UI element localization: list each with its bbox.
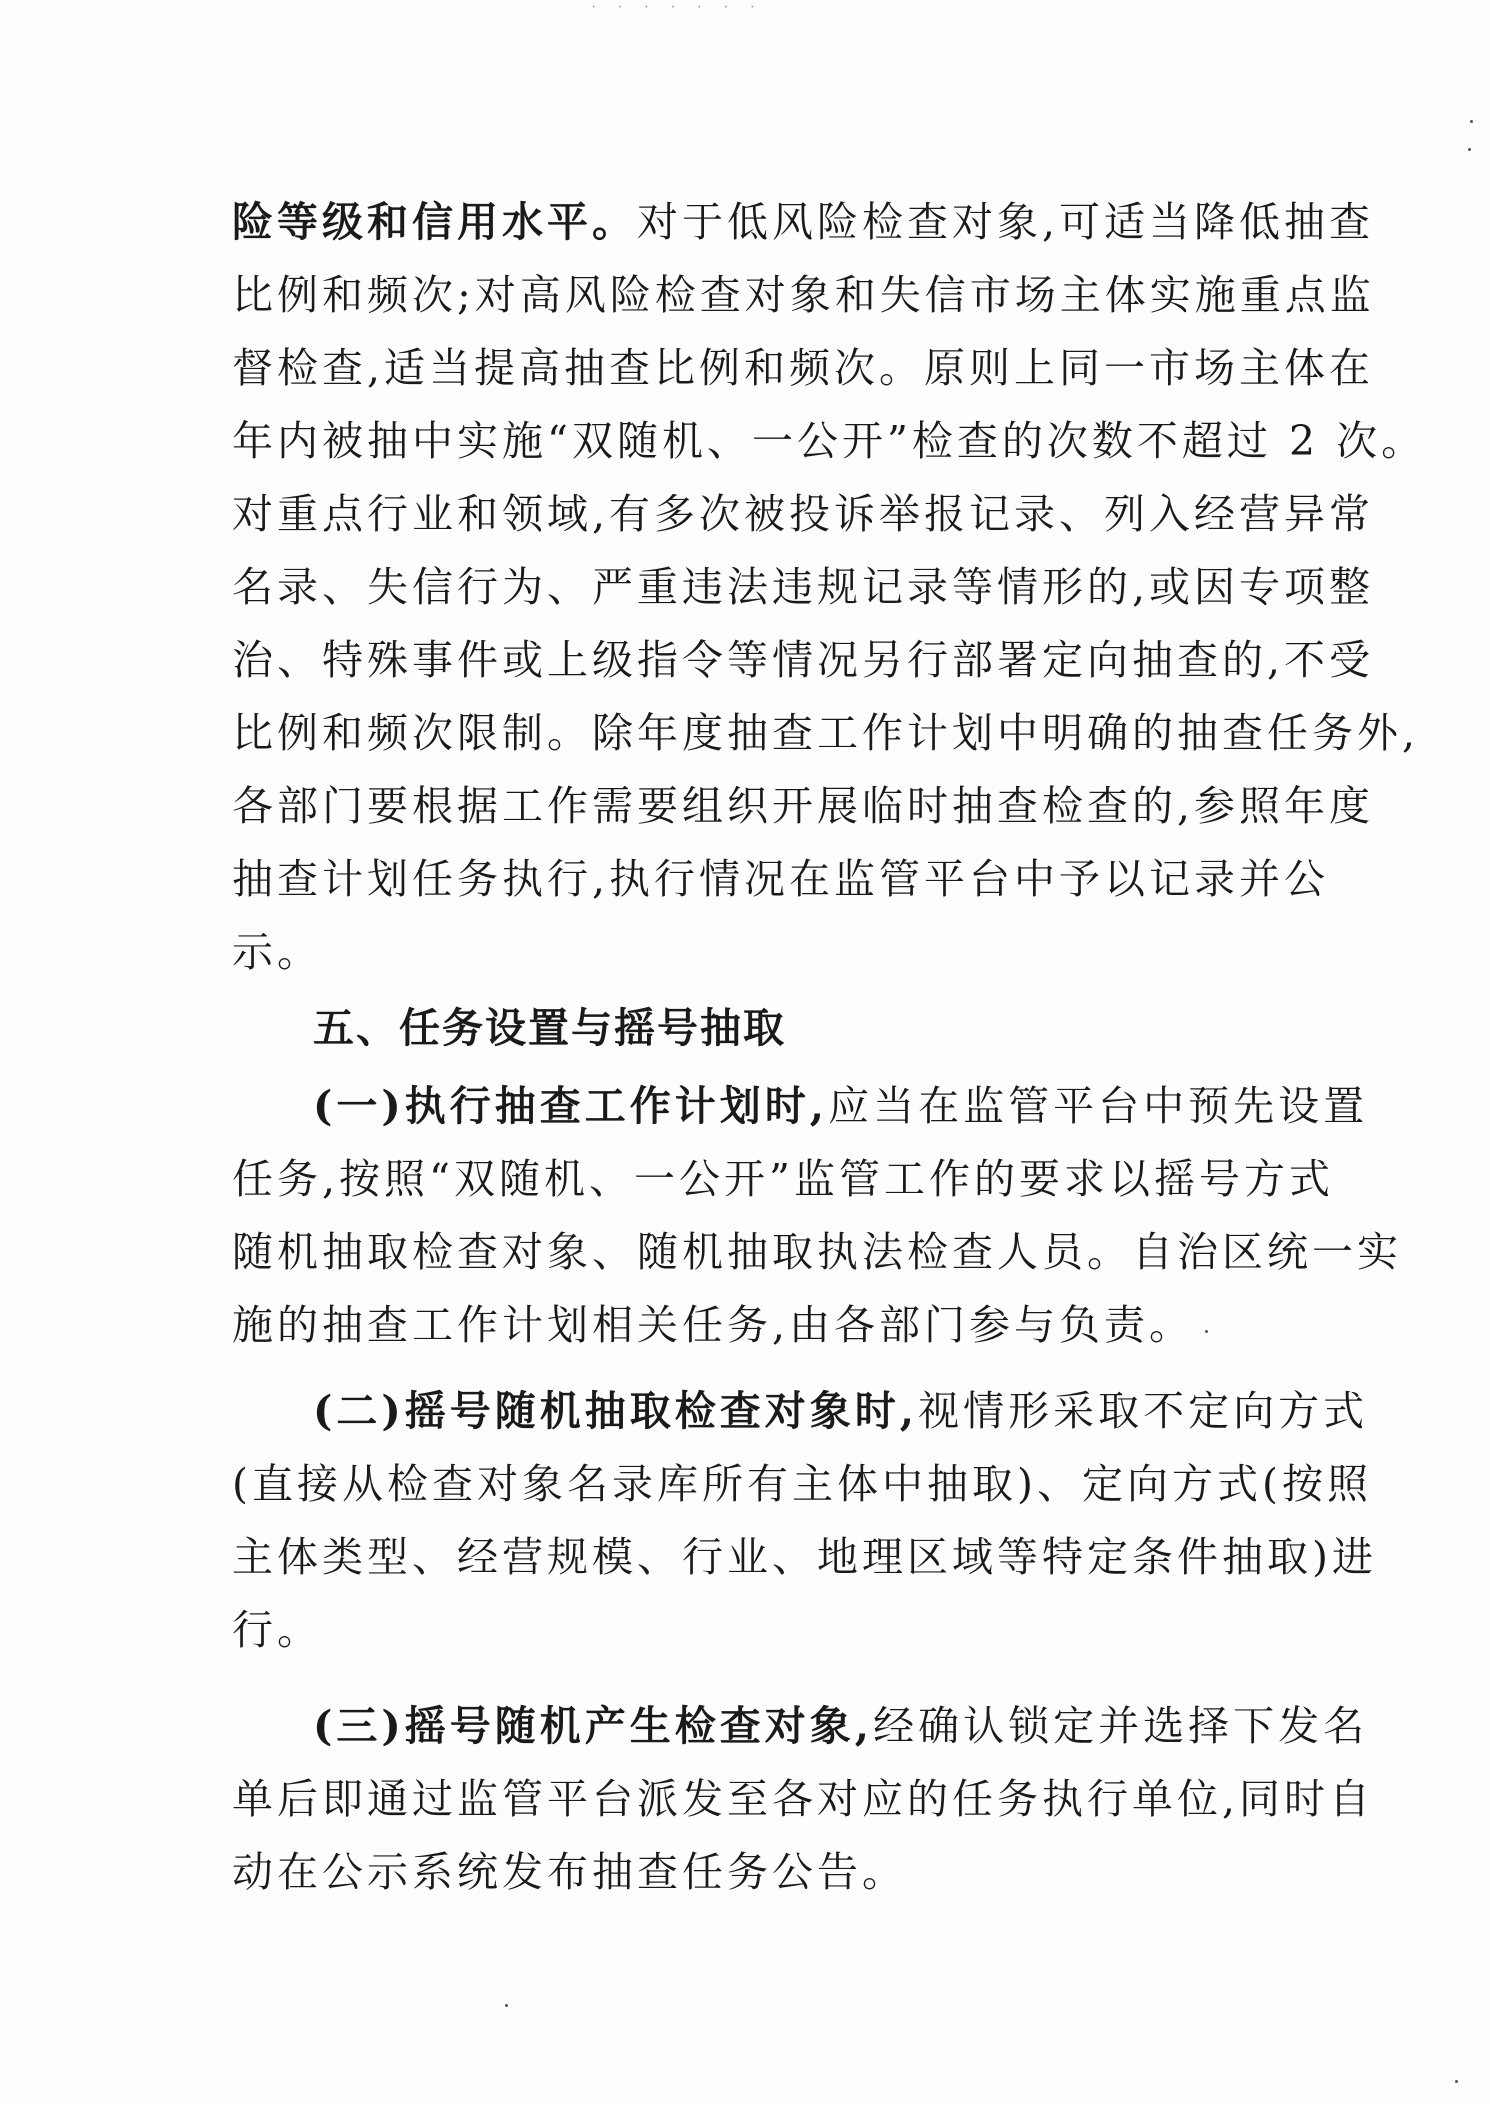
section-heading: 五、任务设置与摇号抽取 (313, 1004, 786, 1052)
body-line-5: 对重点行业和领域,有多次被投诉举报记录、列入经营异常 (232, 490, 1375, 538)
body-line-10: 抽查计划任务执行,执行情况在监管平台中予以记录并公 (232, 855, 1330, 903)
scan-speck (505, 2004, 508, 2007)
para1-line-1: (一)执行抽查工作计划时,应当在监管平台中预先设置 (313, 1082, 1369, 1130)
body-line-4: 年内被抽中实施“双随机、一公开”检查的次数不超过 2 次。 (232, 417, 1427, 465)
para1-line-2: 任务,按照“双随机、一公开”监管工作的要求以摇号方式 (232, 1155, 1334, 1203)
para3-line-3: 动在公示系统发布抽查任务公告。 (232, 1848, 907, 1896)
para1-line-3: 随机抽取检查对象、随机抽取执法检查人员。自治区统一实 (232, 1228, 1402, 1276)
body-line-1: 险等级和信用水平。对于低风险检查对象,可适当降低抽查 (232, 198, 1375, 246)
body-line-9: 各部门要根据工作需要组织开展临时抽查检查的,参照年度 (232, 782, 1375, 830)
body-line-11: 示。 (232, 928, 322, 976)
scan-speck (1468, 148, 1471, 151)
para3-line-1: (三)摇号随机产生检查对象,经确认锁定并选择下发名 (313, 1702, 1369, 1750)
para2-line-2: (直接从检查对象名录库所有主体中抽取)、定向方式(按照 (232, 1460, 1372, 1508)
para2-bold-lead: (二)摇号随机抽取检查对象时, (313, 1387, 919, 1435)
scan-speck (1470, 120, 1473, 123)
body-line-2: 比例和频次;对高风险检查对象和失信市场主体实施重点监 (232, 271, 1375, 319)
para1-line-4: 施的抽查工作计划相关任务,由各部门参与负责。 (232, 1301, 1195, 1349)
body-line-6: 名录、失信行为、严重违法违规记录等情形的,或因专项整 (232, 563, 1375, 611)
scan-speck (1205, 1330, 1208, 1333)
para2-line-4: 行。 (232, 1606, 322, 1654)
body-line-8: 比例和频次限制。除年度抽查工作计划中明确的抽查任务外, (232, 709, 1420, 757)
para1-bold-lead: (一)执行抽查工作计划时, (313, 1082, 829, 1130)
body-line-7: 治、特殊事件或上级指令等情况另行部署定向抽查的,不受 (232, 636, 1375, 684)
scan-speck (1455, 2080, 1458, 2083)
para3-bold-lead: (三)摇号随机产生检查对象, (313, 1702, 874, 1750)
bold-phrase: 险等级和信用水平。 (232, 198, 637, 246)
para2-line-3: 主体类型、经营规模、行业、地理区域等特定条件抽取)进 (232, 1533, 1377, 1581)
scan-artifact-marks: · · · · · · · (590, 0, 762, 14)
para2-line-1: (二)摇号随机抽取检查对象时,视情形采取不定向方式 (313, 1387, 1369, 1435)
body-line-3: 督检查,适当提高抽查比例和频次。原则上同一市场主体在 (232, 344, 1375, 392)
para3-line-2: 单后即通过监管平台派发至各对应的任务执行单位,同时自 (232, 1775, 1375, 1823)
